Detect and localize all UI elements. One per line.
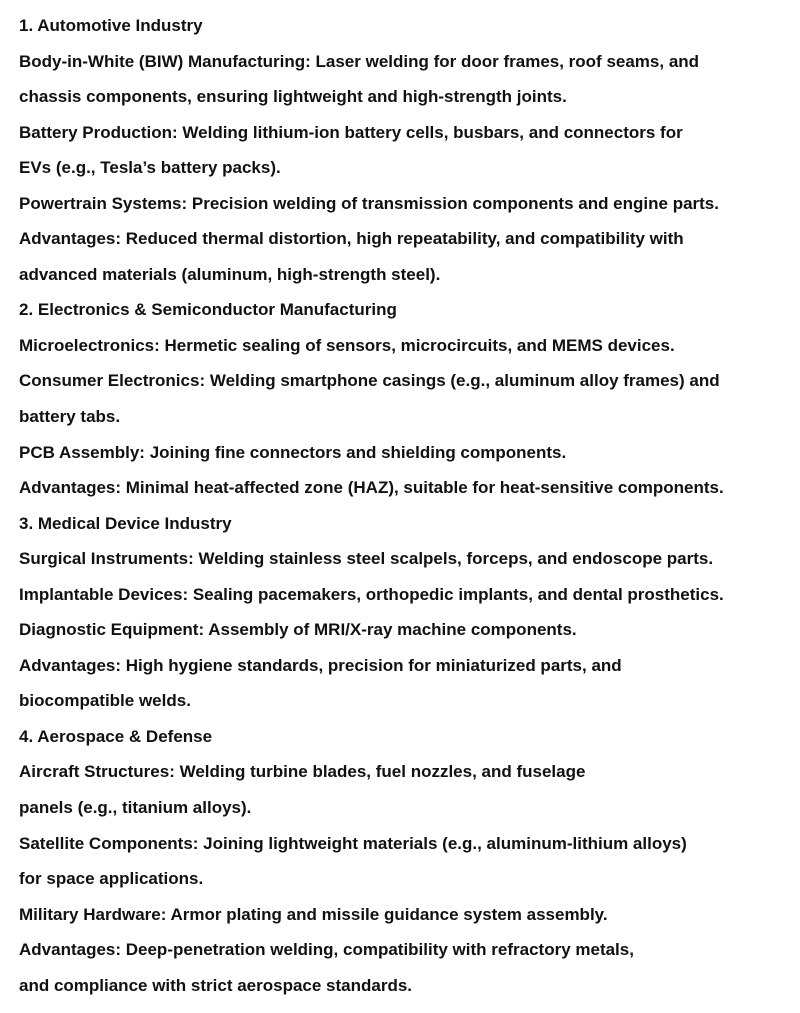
- paragraph-line: Diagnostic Equipment: Assembly of MRI/X-ray machine components.: [19, 620, 577, 640]
- paragraph-line: Military Hardware: Armor plating and missile guidance system assembly.: [19, 904, 608, 924]
- paragraph-line: Powertrain Systems: Precision welding of transmission components and engine parts.: [19, 193, 719, 213]
- paragraph-line: Consumer Electronics: Welding smartphone casings (e.g., aluminum alloy frames) and: [19, 371, 720, 391]
- paragraph-line: chassis components, ensuring lightweight and high-strength joints.: [19, 87, 567, 107]
- paragraph-line: Battery Production: Welding lithium-ion battery cells, busbars, and connectors for: [19, 122, 683, 142]
- paragraph-line: Microelectronics: Hermetic sealing of sensors, microcircuits, and MEMS devices.: [19, 335, 675, 355]
- paragraph-line: Advantages: Minimal heat-affected zone (HAZ), suitable for heat-sensitive components.: [19, 478, 724, 498]
- paragraph-line: Implantable Devices: Sealing pacemakers, orthopedic implants, and dental prosthetics.: [19, 584, 724, 604]
- section-heading-medical: 3. Medical Device Industry: [19, 513, 232, 533]
- section-heading-aerospace: 4. Aerospace & Defense: [19, 726, 213, 746]
- paragraph-line: Advantages: Reduced thermal distortion, high repeatability, and compatibility with: [19, 229, 684, 249]
- paragraph-line: for space applications.: [19, 869, 204, 889]
- paragraph-line: biocompatible welds.: [19, 691, 191, 711]
- paragraph-line: Advantages: High hygiene standards, precision for miniaturized parts, and: [19, 655, 622, 675]
- paragraph-line: panels (e.g., titanium alloys).: [19, 798, 252, 818]
- paragraph-line: Aircraft Structures: Welding turbine blades, fuel nozzles, and fuselage: [19, 762, 586, 782]
- paragraph-line: PCB Assembly: Joining fine connectors and shielding components.: [19, 442, 567, 462]
- section-heading-electronics: 2. Electronics & Semiconductor Manufacturing: [19, 300, 397, 320]
- paragraph-line: battery tabs.: [19, 407, 121, 427]
- paragraph-line: Surgical Instruments: Welding stainless steel scalpels, forceps, and endoscope parts.: [19, 549, 714, 569]
- paragraph-line: Advantages: Deep-penetration welding, compatibility with refractory metals,: [19, 940, 634, 960]
- paragraph-line: and compliance with strict aerospace standards.: [19, 975, 413, 995]
- paragraph-line: Body-in-White (BIW) Manufacturing: Laser welding for door frames, roof seams, and: [19, 51, 700, 71]
- paragraph-line: Satellite Components: Joining lightweight materials (e.g., aluminum-lithium alloys): [19, 833, 687, 853]
- section-heading-automotive: 1. Automotive Industry: [19, 16, 203, 35]
- paragraph-line: EVs (e.g., Tesla’s battery packs).: [19, 158, 281, 178]
- paragraph-line: advanced materials (aluminum, high-strength steel).: [19, 264, 441, 284]
